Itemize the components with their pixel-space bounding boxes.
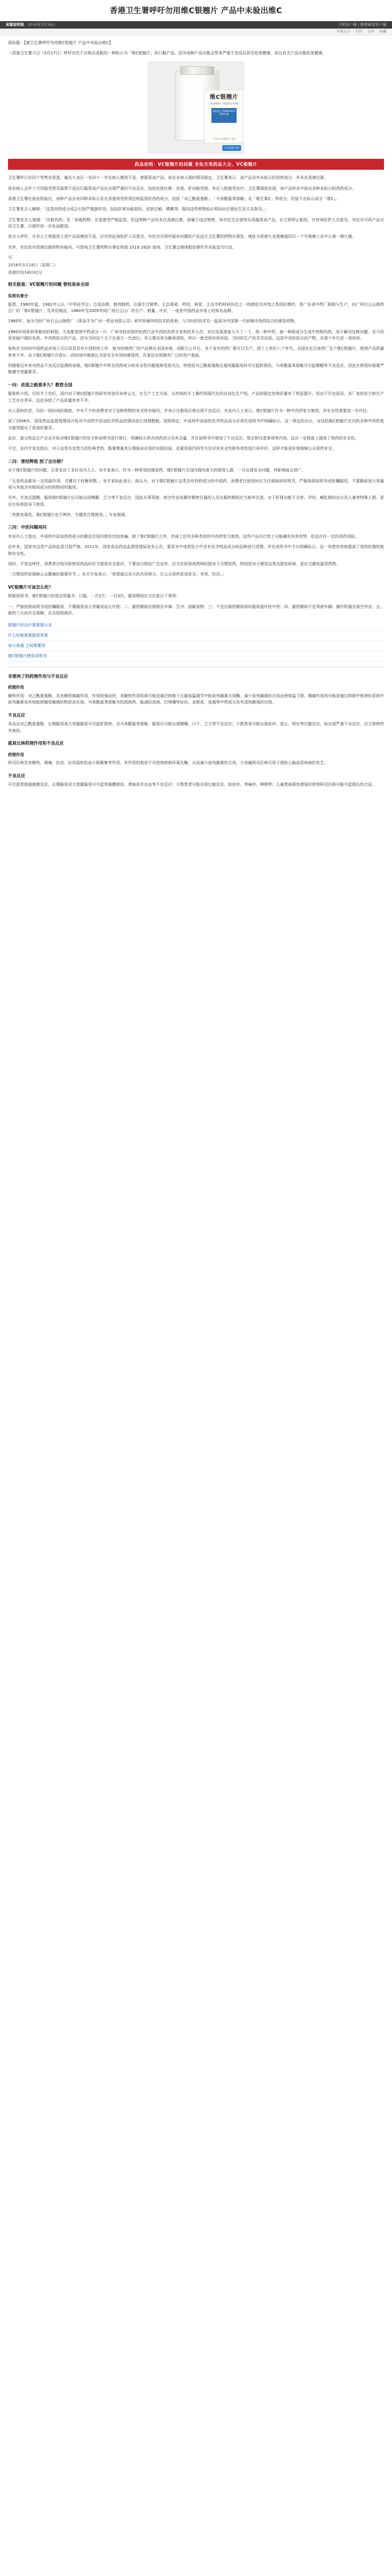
related-link-list	[8, 621, 384, 661]
related-paragraph-2: 1960年，身为当时广州白云山制药厂（现金羊为广州一药业有限公司）研究所最终的技术的张秋，与当时的技术员一起成为中国第一代研制中西药结合的感冒药物。	[8, 319, 298, 324]
bottle-manufacturer: 广州白云山制药总厂出品	[213, 138, 235, 141]
bottle-label	[204, 90, 244, 143]
q2-paragraph-1: 对于维C银翘片的问题，记者采访了多位业内人士。有专家表示，作为一种常用的感冒药，维C银翘片在国内拥有庞大的使用人群，一旦出现安全问题，其影响面会很广。	[8, 468, 306, 473]
page-title: 香港卫生署呼吁勿用维C银翘片 产品中未验出维C	[110, 6, 282, 15]
source-right-meta[interactable]: 手机客户端 | 微博新闻客户端	[338, 22, 386, 27]
related-link-item[interactable]: 银翘片的治疗需要提示多	[8, 621, 384, 631]
q3-paragraph-4: 「合理用药是保障公众健康的重要环节。」有关专家表示，「希望通过各方的共同努力，让公众用药更加安全、有效、经济。」	[8, 572, 226, 577]
bottle-spec-box: 国药准字 Z44021671 100片/瓶	[211, 108, 237, 123]
bottom-heading-4: 不良反应	[8, 773, 25, 778]
body-paragraph-1: 卫生署昨日在四个零售店获悉，遍及九龙区一名四十一岁女病人感到不适，曾服用该产品。该名女病人现时情况稳定。卫生署表示，该产品含有未标示的西药成分，并未在香港注册。	[8, 175, 328, 181]
section-heading-related: 相关报道：VC银翘片的问题 曾经是命全国	[8, 282, 89, 287]
bottom-paragraph-3: 阿司匹林具有解热、镇痛、抗炎、抗风湿和抗血小板聚集等作用，其作用机制是不可逆地抑制环氧化酶，从而减少前列腺素的合成。小剂量阿司匹林可用于预防心脑血管疾病的发生。	[8, 761, 328, 766]
body-paragraph-6: 发言人呼吁，凡有人士曾服用上述产品而感到不适，应尽快征询医护人员意见。市民亦可将怀疑有问题的产品送交卫生署的药物办事处，地址为香港九龙观塘道四百一十号观塘工业中心第一期九楼。	[8, 234, 356, 239]
q2-paragraph-4: 「药都有毒性，维C银翘片也不例外，关键是合理使用。」专家强调。	[8, 512, 129, 517]
article-content	[0, 35, 392, 798]
section-heading-q1: 一问：改造之路要多久？教您全国	[8, 382, 73, 387]
q3-paragraph-2: 近年来，国家对这类产品的监管日趋严格。2011年，国家食品药品监督管理局发布公告，要求对中成药处方中含有化学药品成分的品种进行清理，并在说明书中予以明确标示。这一举措有效地提高了用药的透明度和安全性。	[8, 545, 384, 556]
lead-paragraph: （香港卫生署今日（3月17日）呼吁市民不应购买或服用一种标示为「维C银翘片」的口服产品，因为该种产品可能会带来严重不良反应甚至危害健康，而且有关产品可能危害健康。	[8, 51, 327, 56]
body-paragraph-3: 香港卫生署化验室检验后，该种产品含有四种未标示及在香港须受药剂法例监管的西药成分，包括「对乙酰氨基酚」、「马来酸氯苯那敏」及「维生素C」等成分，但验不出标示成分「维C」。	[8, 196, 340, 201]
q1-paragraph-5: 不过，业内专家也指出，对于这类历史悠久的经典老药，既要尊重其长期临床应用的实践经验，也要用现代科学方法对其安全性和有效性进行再评价，这样才能更好地保障公众用药安全。	[8, 446, 336, 451]
body-paragraph-2: 该名病人去年十月因接受胃及肠胃不适自行服用该产品后出现严重的不良反应，包括皮肤红肿、发烧、肝功能受损，其后入院接受治疗。卫生署调查发现，该产品样本中验出多种未标示的西药成分。	[8, 186, 356, 191]
section-subheading-related: 实则名誉分	[8, 293, 28, 298]
promo-banner[interactable]: 药品说明：VC银翘片的问题 非处方类药品大全、VC银翘片	[8, 159, 384, 170]
font-size-button[interactable]: 字体大小	[336, 29, 350, 34]
body-paragraph-5: 卫生署发言人强调：「注册西药」及「普通药物」在香港受严格监管，但这两种产品均未在香港注册，故属于违法销售。如市民过去曾购买或服用该产品，应立即停止服用，并咨询医护人员意见。市民亦可将产品交回卫生署，以便作进一步化验跟进。	[8, 217, 384, 229]
related-paragraph-4: 张秋在当时的中国药品市场上可以说是具有开创性的工作，他为的制药厂的产品销往全国各地，而配方公开后，多个省市的药厂都可以生产。到了上世纪八十年代，全国有近百家药厂生产维C银翘片，使得产品质量参差不齐。由于维C银翘片在很长一段时间内都被认为是安全有效的感冒药，在基层市场拥有广泛的用户基础。	[8, 346, 384, 358]
medicine-bottle	[175, 71, 238, 141]
signature-line-3: 香港时间14时42分	[8, 270, 42, 275]
howto-paragraph-2: 一、严格按照说明书或医嘱服用，不要随意加大剂量或延长疗程；二、服药期间忌烟酒及辛辣、生冷、油腻食物；三、不宜在服药期间同时服用滋补性中药；四、服药期间不宜驾驶车辆、操作机器及高空作业；五、服药三天症状无缓解，应去医院就诊。	[8, 604, 384, 615]
print-button[interactable]: 打印	[355, 29, 362, 34]
q3-paragraph-3: 同时，专家也呼吁，消费者在购买和使用药品时应当提高安全意识，不要盲目相信广告宣传，应当在医师或药师的指导下合理用药。特别是对于感冒这类自限性疾病，更应当避免滥用药物。	[8, 561, 340, 566]
source-bar	[0, 21, 392, 29]
body-paragraph-7: 另外，市民如对香港注册药物有疑问，可致电卫生署药物办事处热线 2319 2920 查询。卫生署会继续跟进事件并采取适当行动。	[8, 245, 237, 250]
page-title-bar	[0, 0, 392, 21]
section-heading-howto: VC银翘片可该怎么吃？	[8, 584, 53, 590]
product-figure	[8, 61, 384, 154]
q2-paragraph-3: 另外，专家还提醒，服用维C银翘片后可能出现嗜睡、乏力等不良反应，因此从事驾驶、高空作业或操作精密仪器的人员在服药期间应当格外注意。对于肝肾功能不全者、孕妇、哺乳期妇女以及儿童等特殊人群，更应在医师指导下使用。	[8, 495, 384, 507]
q1-paragraph-1: 据张秋介绍，历经半个世纪，国内对于维C银翘片的研究改造仍未停止过。在生产工艺方面，从传统的手工操作到现代化的自动化生产线，产品的稳定性和质量有了明显提升。但由于历史原因，各厂家的处方和生产工艺存在差异，这也导致了产品质量参差不齐。	[8, 391, 384, 403]
favorite-button[interactable]: 收藏	[379, 29, 386, 34]
signature-line-1: 写	[8, 255, 12, 260]
bottle-brand: 维C银翘片	[210, 94, 238, 101]
signature-line-2: 2016年3月18日（星期二）	[8, 262, 58, 267]
bottom-paragraph-1: 解热作用：对乙酰氨基酚，具有解热镇痛作用，作用较强而快，其解热作用机制可能是通过抑制下丘脑体温调节中枢前列腺素合成酶，减少前列腺素的合成而使体温下降。镇痛作用则可能是通过抑制中枢神经系统中前列腺素或其他能使痛觉敏感的物质而实现。马来酸氯苯那敏为抗组胺药，能减轻流涕、打喷嚏等症状。金银花、连翘等中药成分具有清热解毒的功效。	[8, 694, 384, 705]
related-paragraph-5: 但随着近年来对药品不良反应监测的加强，维C银翘片中所含西药成分的安全性问题逐渐受到关注。特别是对乙酰氨基酚在超剂量服用时可引起肝损伤，马来酸氯苯那敏可引起嗜睡等不良反应，因此在使用时需要严格遵守剂量要求。	[8, 363, 384, 375]
body-paragraph-4: 卫生署发言人解释：「这类西药成分或会引致严重副作用，包括肝肾功能损伤、皮肤过敏、嗜睡等。服用这些药物前必须经由注册医生处方及指导。」	[8, 207, 268, 212]
q1-paragraph-4: 此后，部分药品生产企业开始对维C银翘片的处方和说明书进行修订，明确标示所含西药成分及其含量，并在说明书中增加了不良反应、禁忌和注意事项等内容。这在一定程度上提高了用药的安全性。	[8, 436, 359, 441]
related-paragraph-1: 据悉，1960年起，1961年公认「中华医学会」合成品牌，制剂制药，注册专注销售，主治毒邪，药用、病冒，主治中药材料仿治之一的感冒灵冲剂之类的抗感药，是广东省中药厂研制与生产，由广州白云山制药总厂的「维C银翘片」及其仿制品，1960年至2005年间广州白云山厂的生产、销量、评价，一度是中国药品市场上的知名品牌。	[8, 302, 384, 314]
bottle-cap-icon	[180, 66, 214, 75]
q2-paragraph-2: 「凡是药品都有一定的副作用，关键在于权衡利弊。」有专家如此表示。他认为，对于维C银翘片这类含有西药成分的中成药，消费者在使用时应当仔细阅读说明书，严格按照说明书或医嘱服用，不要随意加大剂量或与其他含有相同成分的药物同时服用。	[8, 478, 384, 490]
related-link-item[interactable]: 加与普通 之间需要用	[8, 641, 384, 651]
related-paragraph-3: 1960年间张秋等最初的研制，大家都觉得中药成分一片，广州市政府组织医药行业中西医医药专家和技术人员，对比成果准备大力了一下，用一种中药，被一种组成分生成中药和西药，用于解决这种问题，至今仍是家喻户晓的名药。中西药结合的产品，因为当时这个方子在南方一代流行，其主要功效为解表清热，所以一度受到市场欢迎。当时的生产技术员说到，这是中西医结合的产物，在那个年代是一项创举。	[8, 329, 384, 341]
bottom-paragraph-4: 可引起胃肠道刺激反应，长期服用或大剂量服用可引起胃黏膜损伤、溃疡甚至出血等不良反应；少数患者可能出现过敏反应，如皮疹、荨麻疹、哮喘等；儿童患病毒性感染时使用阿司匹林可能引起瑞氏综合征。	[8, 782, 376, 787]
q3-paragraph-1: 有业内人士指出，中成药中添加西药成分的做法在国内曾经比较普遍。除了维C银翘片之外，市面上还有多种类似的中西药复方制剂。这些产品在疗效上可能确实有其优势，但也存在一定的用药风险。	[8, 534, 359, 539]
share-button[interactable]: 分享	[367, 29, 374, 34]
product-photo[interactable]	[148, 61, 244, 154]
section-heading-q2: 二问：曾经辉煌 拐了会出错？	[8, 458, 66, 464]
section-heading-q3: 三问：中医问题再问	[8, 525, 47, 530]
bottom-heading-2: 不良反应	[8, 712, 25, 718]
enlarge-photo-badge[interactable]: 点击查看大图	[222, 145, 241, 151]
source-date: 2016年3月18日	[27, 22, 55, 27]
source-name: 来源说明拟	[6, 22, 25, 27]
q1-paragraph-3: 到了2006年，国家药品监督管理局开始对中成药中添加化学药品的情况进行清理整顿。按照规定，中成药中添加的化学药品成分必须在说明书中明确标示。这一规定的出台，对包括维C银翘片在内的多种中西药复方制剂提出了更高的要求。	[8, 419, 384, 430]
related-link-item[interactable]: 什么时候需要服用效果	[8, 631, 384, 641]
related-link-item[interactable]: 维C银翘片使用说明书	[8, 651, 384, 662]
bottle-brand-pinyin: VITAMIN C YINQIAO PIAN	[210, 102, 238, 106]
bottom-heading-1: 非要两了的药理作用与不良反应	[8, 673, 68, 679]
breadcrumb: 原标题：【港卫生署呼吁勿用维C银翘片 产品中未验出维C】	[8, 40, 113, 45]
bottom-subheading-1: 药理作用	[8, 685, 24, 690]
article-page	[0, 0, 392, 798]
tool-strip	[0, 29, 392, 35]
bottom-subheading-3: 药理作用	[8, 752, 24, 757]
q1-paragraph-2: 出人意料的是，历经一段时间的调查，中有不少的消费者对于这种药物的安全性有疑问，并表示在服用后曾出现不良反应。有业内人士表示，维C银翘片作为一种中西药复方制剂，其安全性需要进一步评估。	[8, 409, 371, 414]
bottom-paragraph-2: 本品含对乙酰氨基酚，长期服用或大剂量服用可引起肝损害；含马来酸氯苯那敏，服用后可能出现嗜睡、口干、乏力等不良反应；少数患者可能出现皮疹、恶心、呕吐等过敏反应。如出现严重不良反应，应立即停药并就医。	[8, 722, 384, 733]
bottom-heading-3: 就是比林药理作用和不良反应	[8, 740, 64, 746]
howto-paragraph-1: 根据说明书，维C银翘片的用法用量为：口服，一次2片，一日3次。服用期间应当注意以下事项：	[8, 594, 180, 599]
